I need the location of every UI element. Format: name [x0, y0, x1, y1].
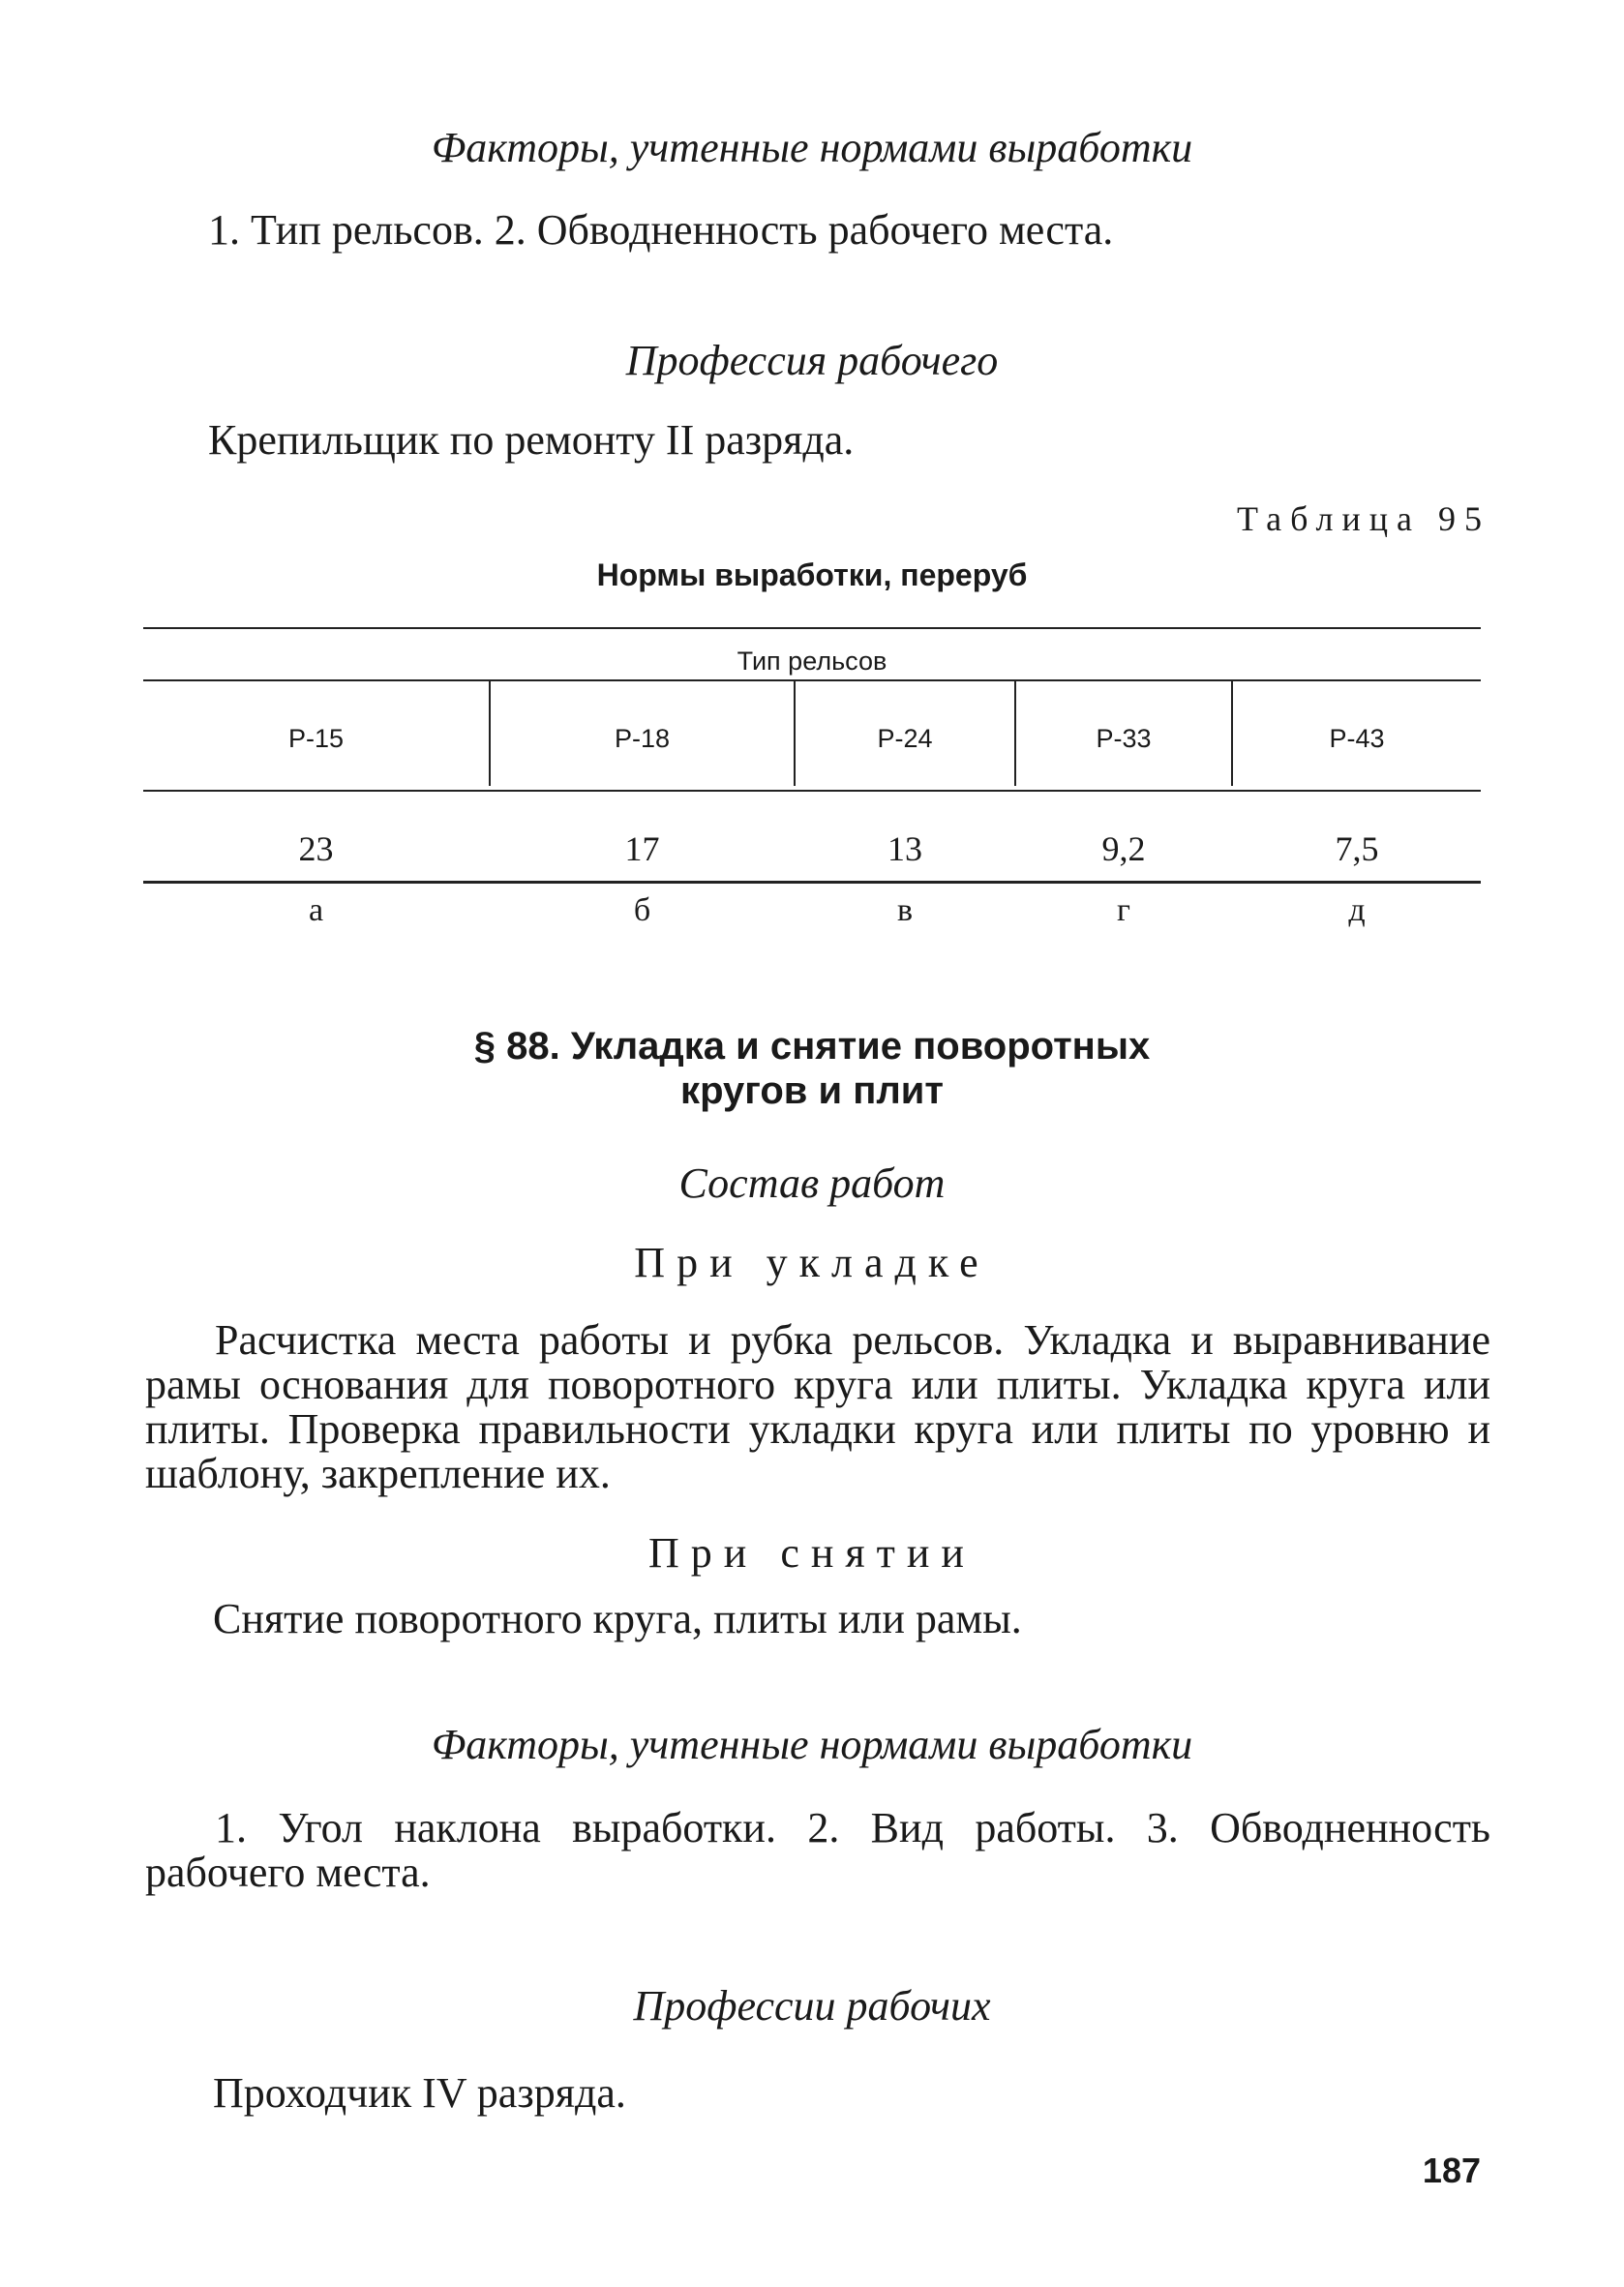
- table-bottom-rule: [143, 881, 1481, 884]
- table-label: Таблица 95: [1237, 499, 1490, 538]
- column-letter: а: [308, 892, 324, 928]
- factors-text-2: 1. Угол наклона выработки. 2. Вид работы. 3. Обводненность рабочего места.: [145, 1804, 1490, 1896]
- table-value: 9,2: [1101, 829, 1146, 868]
- table-value: 17: [624, 829, 660, 868]
- table-header-rule: [143, 790, 1481, 792]
- profession-heading: Профессия рабочего: [625, 337, 999, 384]
- section-heading-line1: § 88. Укладка и снятие поворотных: [473, 1025, 1151, 1068]
- column-header: Р-43: [1329, 724, 1385, 753]
- column-header: Р-33: [1096, 724, 1152, 753]
- page-number: 187: [1422, 2151, 1481, 2190]
- table-top-rule: [143, 627, 1481, 629]
- table-value: 7,5: [1335, 829, 1379, 868]
- removal-text: Снятие поворотного круга, плиты или рамы.: [213, 1595, 1022, 1642]
- table-value: 23: [298, 829, 334, 868]
- section-heading-line2: кругов и плит: [680, 1069, 944, 1112]
- column-letter: д: [1348, 892, 1366, 928]
- factors-heading: Факторы, учтенные нормами выработки: [431, 124, 1193, 171]
- professions-text: Проходчик IV разряда.: [213, 2069, 626, 2117]
- laying-text: Расчистка места работы и рубка рельсов. Укладка и выравнивание рамы основания для поворотного круга или плиты. Укладка круга или плиты. Проверка правильности укладки круга или плиты по уровню и шаблону, закрепление их.: [145, 1316, 1490, 1497]
- factors-heading-2: Факторы, учтенные нормами выработки: [431, 1721, 1193, 1768]
- table-value: 13: [887, 829, 922, 868]
- professions-heading: Профессии рабочих: [633, 1982, 991, 2030]
- composition-heading: Состав работ: [678, 1159, 946, 1207]
- column-header: Р-18: [614, 724, 671, 753]
- factors-text: 1. Тип рельсов. 2. Обводненность рабочего места.: [208, 206, 1114, 254]
- removal-heading: При снятии: [648, 1529, 976, 1577]
- column-letter: г: [1117, 892, 1130, 928]
- column-header: Р-24: [877, 724, 933, 753]
- table-title: Нормы выработки, переруб: [596, 557, 1028, 592]
- column-header: Р-15: [287, 724, 345, 753]
- profession-text: Крепильщик по ремонту II разряда.: [208, 416, 855, 464]
- column-letter: б: [633, 892, 651, 928]
- column-letter: в: [896, 892, 914, 928]
- laying-heading: При укладке: [634, 1239, 990, 1286]
- table-group-rule: [143, 679, 1481, 681]
- table-group-header: Тип рельсов: [737, 647, 887, 676]
